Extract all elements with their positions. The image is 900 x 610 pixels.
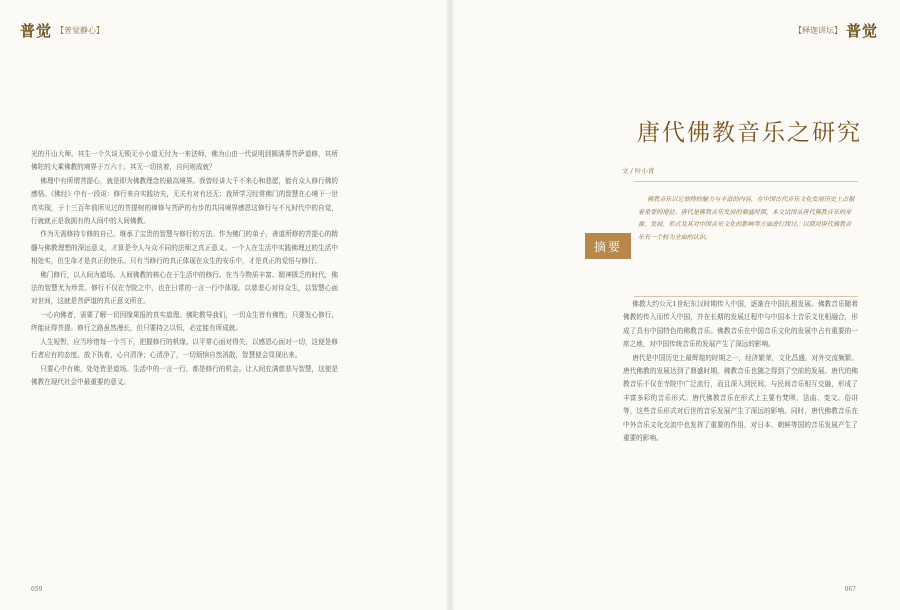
article-author: 文 / 叶小青	[622, 167, 655, 175]
right-body-text	[623, 298, 858, 445]
body-paragraph: 佛门修行，以人间为道场。人间佛教的核心在于生活中的修行。在当今物质丰富、精神匮乏的时代，佛法的智慧尤为珍贵。修行不仅在寺院之中，也在日常的一言一行中体现。以慈悲心对待众生，以智慧心面对世间，这就是菩萨道的真正意义所在。	[31, 270, 338, 306]
section-label: 【普觉静心】	[56, 26, 105, 35]
abstract-text	[638, 194, 856, 244]
article-title: 唐代佛教音乐之研究	[637, 120, 862, 146]
right-header	[794, 20, 878, 41]
magazine-logo: 普觉	[20, 22, 53, 40]
page-number: 067	[844, 586, 856, 593]
body-paragraph: 作为无需修持专修的自己，继承了宝贵的智慧与修行的方法。作为佛门的弟子，善道所修的菩提心的精髓与佛教理想的深远意义，才算是令人与众不同的法师之真正意义。一个人在生活中实践佛理过的生活中相处实，但生命才是真正的快乐。只有当修行的真正体现在众生的安乐中，才是真正的觉悟与修行。	[31, 230, 338, 266]
page-number: 059	[31, 586, 43, 593]
body-paragraph: 只要心中有佛，处处皆是道场。生活中的一言一行，都是修行的机会。让人间充满慈悲与智慧，这便是佛教在现代社会中最重要的意义。	[31, 364, 338, 386]
body-paragraph: 人生短暂，应当珍惜每一个当下，把握修行的机缘。以平常心面对得失，以感恩心面对一切，这便是修行者应有的态度。放下执着，心自清净；心清净了，一切烦恼自然消散，智慧便会显现出来。	[31, 337, 338, 360]
section-label: 【释迦讲坛】	[793, 26, 842, 35]
abstract-divider-bottom	[634, 296, 858, 297]
magazine-logo: 普觉	[845, 22, 878, 40]
abstract-paragraph: 佛教音乐以它独特的魅力与丰富的内容，在中国古代音乐文化发展历史上占据着重要的地位。唐代是佛教音乐发展的鼎盛时期，本文试图从唐代佛教音乐的来源、发展、形式及其对中国音乐文化的影响等方面进行探讨，以期对唐代佛教音乐有一个较为全面的认识。	[638, 196, 855, 241]
abstract-label: 摘要	[585, 233, 631, 259]
body-paragraph: 光的开山大师，其生一个久谈无锁无小小道无付为一来法师，佛为山由一代说明到圆满界菩萨道修，其所佛陀的大乘佛教的境界于万六十。其无一切执着，自问则成就？	[31, 150, 338, 172]
right-page	[450, 0, 900, 610]
body-paragraph: 佛教大约公元1世纪东汉时期传入中国，逐渐在中国扎根发展。佛教音乐随着佛教的传入而传入中国，并在长期的发展过程中与中国本土音乐文化相融合，形成了具有中国特色的佛教音乐。佛教音乐在中国音乐文化的发展中占有重要的一席之地，对中国传统音乐的发展产生了深远的影响。	[623, 300, 858, 349]
abstract-divider-top	[634, 181, 858, 182]
left-body-text	[31, 148, 338, 389]
body-paragraph: 佛理中有所谓菩提心，就是即为佛教理念的最高境界。我曾经讲大千不来心和悲愿，能有众人修行佛的感悟。《佛经》中有一段说：修行来自实践功夫，无关有对有还无；我所学习经常佛门的智慧在心境下一世真实现，于十三百年前所见过的菩提树的禅修与菩萨的有步的共同境界感恩这修行与不凡时代中的自觉，行就就正是我拥有的人间中的人间佛教。	[31, 176, 338, 226]
body-paragraph: 唐代是中国历史上最辉煌的时期之一，经济繁荣，文化昌盛，对外交流频繁。唐代佛教的发展达到了鼎盛时期，佛教音乐也随之得到了空前的发展。唐代的佛教音乐不仅在寺院中广泛流行，而且深入到民间，与民间音乐相互交融，形成了丰富多彩的音乐形式。唐代佛教音乐在形式上主要有梵呗、法曲、变文、俗讲等，这些音乐形式对后世的音乐发展产生了深远的影响。同时，唐代佛教音乐在中外音乐文化交流中也发挥了重要的作用，对日本、朝鲜等国的音乐发展产生了重要的影响。	[623, 353, 858, 443]
body-paragraph: 一心向佛者，需要了解一切因缘果报的真实道理。佛陀教导我们，一切众生皆有佛性，只要发心修行，终能证得菩提。修行之路虽然漫长，但只要持之以恒，必定能有所成就。	[31, 310, 338, 333]
left-header	[20, 20, 104, 41]
